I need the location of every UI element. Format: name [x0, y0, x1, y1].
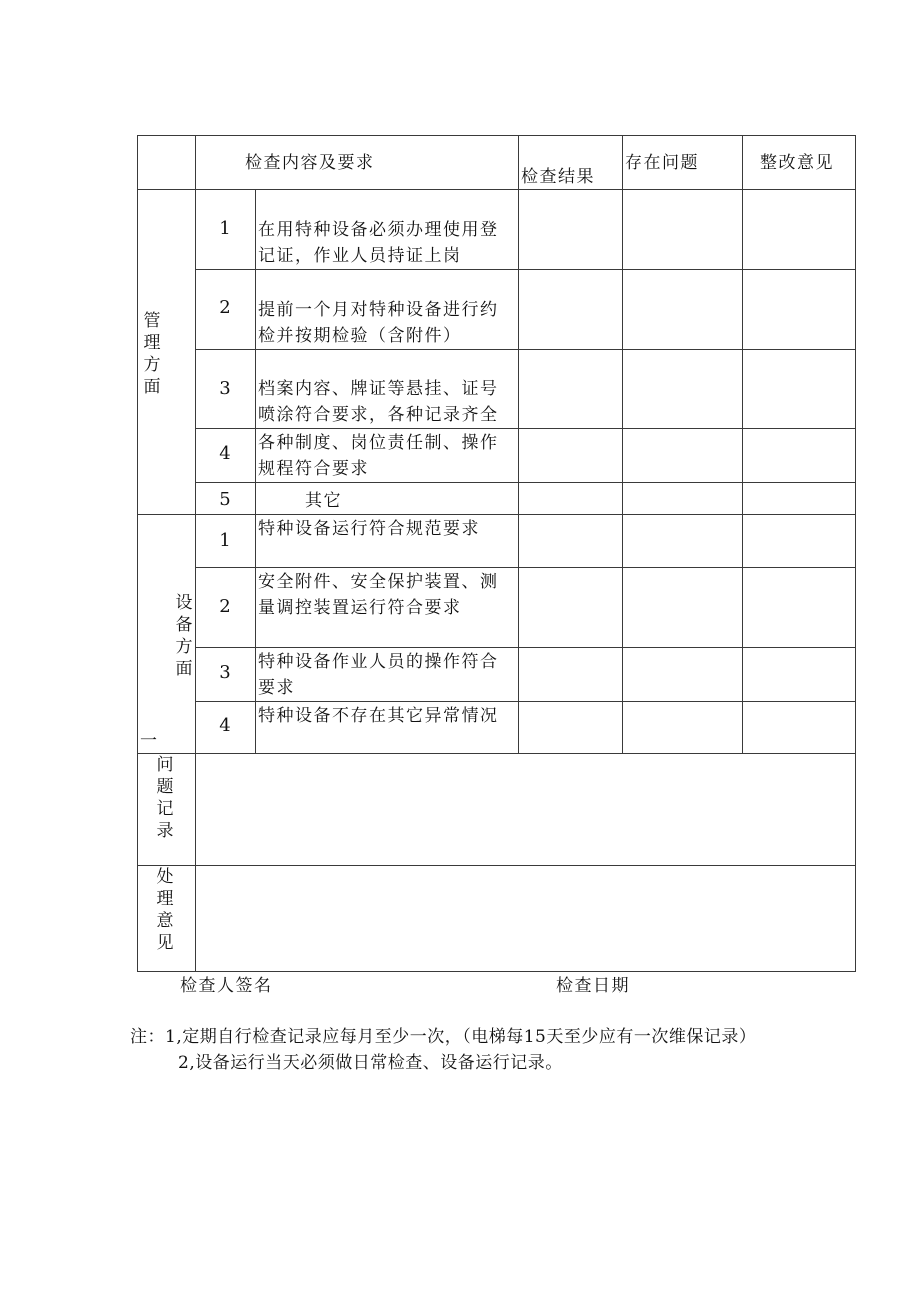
header-content: 检查内容及要求: [245, 153, 375, 173]
row-number: 4: [219, 443, 231, 464]
inspector-signature-label: 检查人签名: [180, 976, 273, 996]
row-divider: [195, 428, 856, 429]
handling-opinion-label: 处理意见: [156, 867, 174, 953]
header-divider: [137, 189, 856, 190]
row-content-line: 检并按期检验（含附件）: [258, 326, 462, 346]
section-divider: [137, 514, 856, 515]
row-number: 4: [219, 715, 231, 736]
row-divider: [195, 349, 856, 350]
row-content-line: 记证，作业人员持证上岗: [258, 246, 462, 266]
row-divider: [195, 701, 856, 702]
row-content-line: 在用特种设备必须办理使用登: [258, 220, 499, 240]
section-label-management: 管理方面: [143, 311, 161, 397]
row-number: 1: [219, 218, 231, 239]
row-content-line: 量调控装置运行符合要求: [258, 598, 462, 618]
row-number: 3: [219, 662, 231, 683]
row-content-line: 提前一个月对特种设备进行约: [258, 300, 499, 320]
table-border-bottom: [137, 971, 856, 972]
row-number: 2: [219, 297, 231, 318]
row-divider: [195, 567, 856, 568]
row-content-line: 特种设备运行符合规范要求: [258, 519, 480, 539]
problem-record-label: 问题记录: [156, 755, 174, 841]
problem-record-field[interactable]: [196, 754, 855, 865]
inspection-date-label: 检查日期: [556, 976, 630, 996]
row-content-line: 要求: [258, 678, 295, 698]
problems-column-divider: [742, 135, 743, 754]
row-divider: [195, 647, 856, 648]
header-problems: 存在问题: [625, 153, 699, 173]
number-column-divider: [255, 189, 256, 754]
row-content-line: 特种设备作业人员的操作符合: [258, 652, 499, 672]
header-rectification: 整改意见: [760, 153, 834, 173]
row-content-line: 规程符合要求: [258, 459, 369, 479]
header-result: 检查结果: [521, 167, 595, 187]
row-divider: [195, 269, 856, 270]
row-content-line: 其它: [305, 491, 342, 511]
content-column-divider: [518, 135, 519, 754]
table-border-left: [137, 135, 138, 972]
row-divider: [195, 482, 856, 483]
row-content-line: 安全附件、安全保护装置、测: [258, 572, 499, 592]
result-column-divider: [622, 135, 623, 754]
handling-opinion-field[interactable]: [196, 866, 855, 971]
row-number: 3: [219, 378, 231, 399]
row-content-line: 档案内容、牌证等悬挂、证号: [258, 379, 499, 399]
section-label-equipment: 设备方面: [175, 593, 193, 679]
row-number: 5: [219, 489, 231, 510]
row-content-line: 各种制度、岗位责任制、操作: [258, 433, 499, 453]
note-line-1: 注：1,定期自行检查记录应每月至少一次，（电梯每15天至少应有一次维保记录）: [130, 1027, 757, 1047]
row-number: 1: [219, 530, 231, 551]
row-number: 2: [219, 596, 231, 617]
row-content-line: 特种设备不存在其它异常情况: [258, 706, 499, 726]
table-border-right: [855, 135, 856, 972]
row-content-line: 喷涂符合要求，各种记录齐全: [258, 405, 499, 425]
note-line-2: 2,设备运行当天必须做日常检查、设备运行记录。: [178, 1053, 563, 1073]
table-border-top: [137, 135, 856, 136]
stray-mark: 一: [140, 731, 159, 751]
